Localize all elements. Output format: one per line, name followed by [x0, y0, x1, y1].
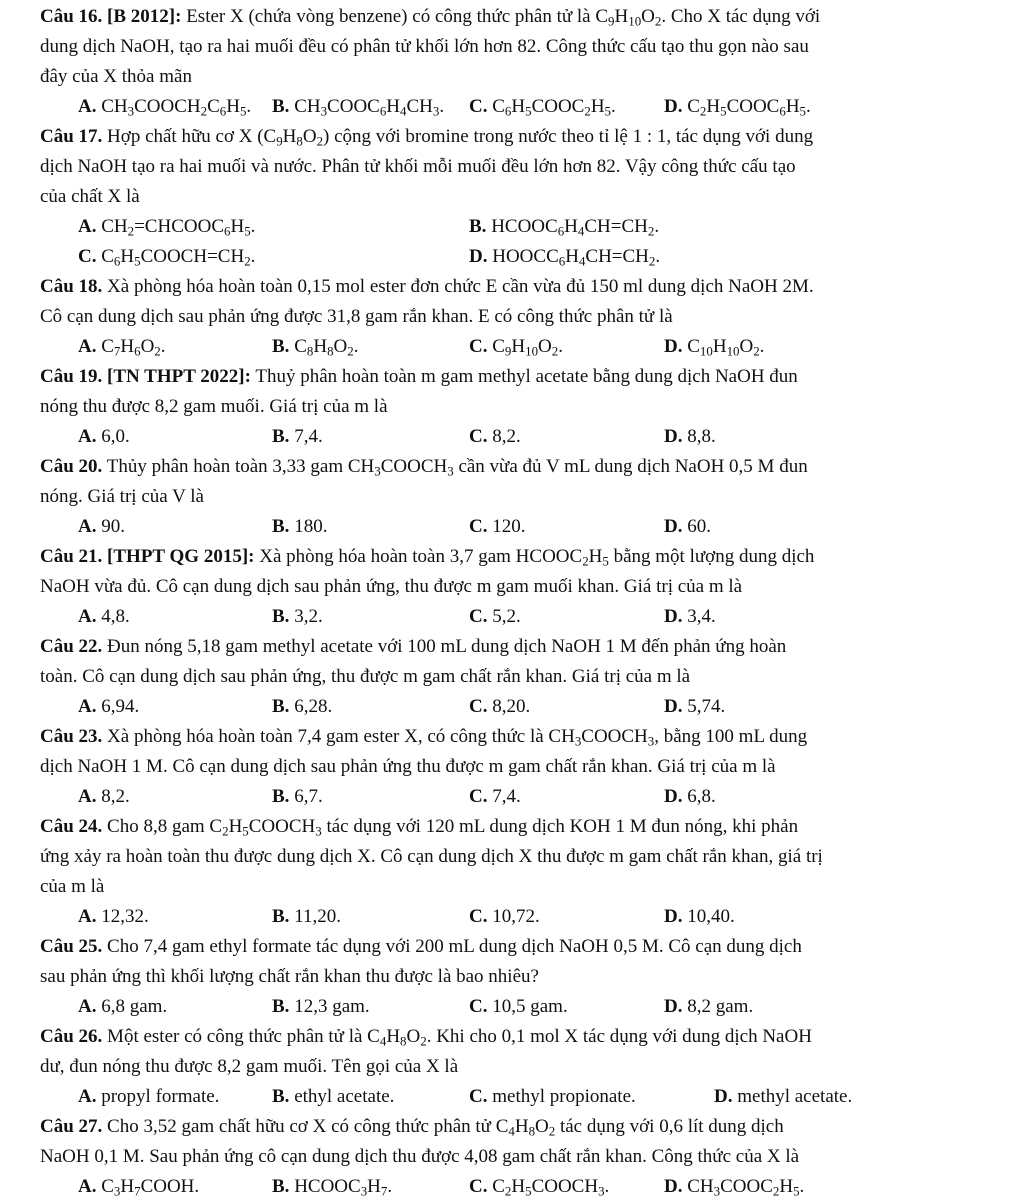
question-text-line: dư, đun nóng thu được 8,2 gam muối. Tên gọi của X là — [40, 1056, 459, 1077]
answer-option-c[interactable] — [469, 92, 616, 122]
option-key: C. — [469, 696, 488, 717]
source-tag: [TN THPT 2022]: — [107, 366, 251, 387]
option-text: $C_9H_{10}O_2$. — [492, 336, 563, 359]
option-key: B. — [272, 696, 290, 717]
question-text-line: dịch NaOH 1 M. Cô cạn dung dịch sau phản ứng thu được m gam chất rắn khan. Giá trị của m là — [40, 756, 776, 777]
option-text: 10,5 gam. — [492, 996, 568, 1017]
answer-options — [0, 992, 1000, 1022]
answer-option-d[interactable] — [664, 332, 764, 362]
question-number: Câu 18. — [40, 276, 103, 297]
question-stem — [40, 722, 1031, 752]
option-key: C. — [469, 96, 488, 117]
question-text-line: nóng thu được 8,2 gam muối. Giá trị của m là — [40, 396, 388, 417]
answer-options — [0, 212, 1000, 242]
option-text: 10,72. — [492, 906, 540, 927]
question-text-line: dung dịch NaOH, tạo ra hai muối đều có phân tử khối lớn hơn 82. Công thức cấu tạo thu gọn nào sau — [40, 36, 809, 57]
option-text: 6,28. — [294, 696, 333, 717]
question-text-line: của m là — [40, 876, 105, 897]
option-text: $CH_2=CHCOOC_6H_5$. — [101, 216, 256, 239]
question-stem — [40, 452, 1031, 482]
option-text: 5,74. — [687, 696, 726, 717]
question-stem — [40, 812, 1031, 842]
answer-option-b[interactable] — [272, 782, 323, 812]
option-text: 12,3 gam. — [294, 996, 370, 1017]
option-text: $C_2H_5COOCH_3$. — [492, 1176, 610, 1199]
question-text-line: NaOH 0,1 M. Sau phản ứng cô cạn dung dịch thu được 4,08 gam chất rắn khan. Công thức của X là — [40, 1146, 800, 1167]
option-text: 5,2. — [492, 606, 521, 627]
option-text: 120. — [492, 516, 526, 537]
option-text: 3,4. — [687, 606, 716, 627]
option-key: D. — [664, 606, 683, 627]
question-stem — [40, 1022, 1031, 1052]
option-text: 11,20. — [294, 906, 341, 927]
option-text: $C_7H_6O_2$. — [101, 336, 166, 359]
option-key: D. — [664, 426, 683, 447]
option-text: 8,2. — [101, 786, 130, 807]
question-text-line: của chất X là — [40, 186, 140, 207]
answer-option-c[interactable] — [469, 422, 521, 452]
answer-option-a[interactable] — [78, 422, 130, 452]
option-key: A. — [78, 516, 97, 537]
option-text: $CH_3COOC_2H_5$. — [687, 1176, 805, 1199]
option-key: A. — [78, 906, 97, 927]
question-text-line: đây của X thỏa mãn — [40, 66, 192, 87]
option-key: C. — [469, 786, 488, 807]
question-number: Câu 27. — [40, 1116, 103, 1137]
question-text: Cho 3,52 gam chất hữu cơ X có công thức phân tử $C_4H_8O_2$ tác dụng với 0,6 lít dung dịch — [107, 1116, 784, 1139]
question-text-line: NaOH vừa đủ. Cô cạn dung dịch sau phản ứng, thu được m gam muối khan. Giá trị của m là — [40, 576, 743, 597]
answer-option-d[interactable] — [664, 602, 716, 632]
answer-options — [0, 602, 1000, 632]
option-key: A. — [78, 1176, 97, 1197]
option-text: 4,8. — [101, 606, 130, 627]
answer-options — [0, 332, 1000, 362]
question-stem — [40, 932, 1031, 962]
answer-option-c[interactable] — [469, 1082, 636, 1112]
option-text: 10,40. — [687, 906, 735, 927]
answer-option-b[interactable] — [272, 602, 323, 632]
option-key: D. — [664, 516, 683, 537]
option-text: $HOOCC_6H_4CH=CH_2$. — [492, 246, 661, 269]
option-key: B. — [272, 606, 290, 627]
question-text: [TN THPT 2022]: Thuỷ phân hoàn toàn m gam methyl acetate bằng dung dịch NaOH đun — [107, 366, 798, 387]
option-key: C. — [469, 336, 488, 357]
answer-option-d[interactable] — [714, 1082, 852, 1112]
question-number: Câu 25. — [40, 936, 103, 957]
question-stem — [40, 122, 1031, 152]
answer-option-a[interactable] — [78, 332, 166, 362]
question-text: Xà phòng hóa hoàn toàn 0,15 mol ester đơn chức E cần vừa đủ 150 ml dung dịch NaOH 2M. — [107, 276, 814, 297]
option-key: B. — [272, 96, 290, 117]
answer-option-a[interactable] — [78, 902, 149, 932]
question-text: Đun nóng 5,18 gam methyl acetate với 100 mL dung dịch NaOH 1 M đến phản ứng hoàn — [107, 636, 787, 657]
answer-option-b[interactable] — [272, 992, 370, 1022]
option-key: A. — [78, 786, 97, 807]
answer-options — [0, 422, 1000, 452]
answer-option-d[interactable] — [664, 992, 753, 1022]
option-text: $HCOOC_3H_7$. — [294, 1176, 393, 1199]
question-number: Câu 21. — [40, 546, 103, 567]
option-text: $CH_3COOC_6H_4CH_3$. — [294, 96, 445, 119]
option-text: methyl acetate. — [737, 1086, 853, 1107]
option-key: B. — [272, 336, 290, 357]
option-text: $C_6H_5COOCH=CH_2$. — [101, 246, 256, 269]
option-text: $C_3H_7COOH$. — [101, 1176, 200, 1199]
answer-options — [0, 512, 1000, 542]
question-text: Cho 8,8 gam $C_2H_5COOCH_3$ tác dụng với 120 mL dung dịch KOH 1 M đun nóng, khi phản — [107, 816, 799, 839]
answer-options — [0, 782, 1000, 812]
question-text: Cho 7,4 gam ethyl formate tác dụng với 200 mL dung dịch NaOH 0,5 M. Cô cạn dung dịch — [107, 936, 802, 957]
question-stem — [40, 272, 1031, 302]
answer-options — [0, 692, 1000, 722]
option-key: A. — [78, 96, 97, 117]
option-key: B. — [272, 996, 290, 1017]
option-key: B. — [272, 786, 290, 807]
option-key: B. — [272, 1086, 290, 1107]
question-text: [THPT QG 2015]: Xà phòng hóa hoàn toàn 3,7 gam $HCOOC_2H_5$ bằng một lượng dung dịch — [107, 546, 815, 569]
option-key: C. — [78, 246, 97, 267]
question-text: Hợp chất hữu cơ X $(C_9H_8O_2)$ cộng với bromine trong nước theo tỉ lệ 1 : 1, tác dụng với dung — [107, 126, 814, 149]
source-tag: [B 2012]: — [107, 6, 182, 27]
option-key: D. — [664, 1176, 683, 1197]
option-text: 3,2. — [294, 606, 323, 627]
option-key: C. — [469, 1086, 488, 1107]
question-text-line: toàn. Cô cạn dung dịch sau phản ứng, thu được m gam chất rắn khan. Giá trị của m là — [40, 666, 691, 687]
option-text: 90. — [101, 516, 125, 537]
option-key: B. — [272, 906, 290, 927]
option-key: A. — [78, 996, 97, 1017]
option-key: A. — [78, 696, 97, 717]
question-text-line: dịch NaOH tạo ra hai muối và nước. Phân tử khối mỗi muối đều lớn hơn 82. Vậy công thức cấu tạo — [40, 156, 796, 177]
question-text-line: ứng xảy ra hoàn toàn thu được dung dịch X. Cô cạn dung dịch X thu được m gam chất rắn khan, giá trị — [40, 846, 823, 867]
answer-option-d[interactable] — [664, 512, 711, 542]
option-text: 6,7. — [294, 786, 323, 807]
option-key: D. — [664, 336, 683, 357]
option-text: 7,4. — [294, 426, 323, 447]
answer-option-c[interactable] — [469, 512, 525, 542]
option-text: 8,2 gam. — [687, 996, 754, 1017]
question-number: Câu 26. — [40, 1026, 103, 1047]
answer-option-a[interactable] — [78, 602, 130, 632]
question-number: Câu 20. — [40, 456, 103, 477]
answer-option-d[interactable] — [664, 422, 716, 452]
option-key: B. — [272, 516, 290, 537]
answer-option-c[interactable] — [469, 782, 521, 812]
answer-option-d[interactable] — [664, 902, 735, 932]
option-text: methyl propionate. — [492, 1086, 636, 1107]
option-text: 6,8 gam. — [101, 996, 168, 1017]
question-text: Thủy phân hoàn toàn 3,33 gam $CH_3COOCH_3$ cần vừa đủ V mL dung dịch NaOH 0,5 M đun — [106, 456, 808, 479]
answer-option-b[interactable] — [272, 1172, 392, 1202]
answer-option-d[interactable] — [664, 782, 716, 812]
answer-option-b[interactable] — [272, 902, 341, 932]
question-text-line: sau phản ứng thì khối lượng chất rắn khan thu được là bao nhiêu? — [40, 966, 539, 987]
question-text: Xà phòng hóa hoàn toàn 7,4 gam ester X, có công thức là $CH_3COOCH_3$, bằng 100 mL dung — [107, 726, 808, 749]
answer-option-b[interactable] — [272, 422, 323, 452]
option-key: C. — [469, 1176, 488, 1197]
option-key: D. — [664, 906, 683, 927]
option-text: $C_2H_5COOC_6H_5$. — [687, 96, 811, 119]
answer-option-c[interactable] — [469, 992, 568, 1022]
option-text: 60. — [687, 516, 711, 537]
answer-option-b[interactable] — [272, 1082, 394, 1112]
question-stem — [40, 542, 1031, 572]
option-key: A. — [78, 426, 97, 447]
option-text: $C_{10}H_{10}O_2$. — [687, 336, 765, 359]
option-text: 12,32. — [101, 906, 149, 927]
option-text: $HCOOC_6H_4CH=CH_2$. — [491, 216, 660, 239]
question-number: Câu 24. — [40, 816, 103, 837]
option-text: ethyl acetate. — [294, 1086, 395, 1107]
option-key: B. — [272, 1176, 290, 1197]
option-text: 180. — [294, 516, 328, 537]
question-stem — [40, 2, 1031, 32]
option-key: A. — [78, 216, 97, 237]
answer-option-b[interactable] — [469, 212, 659, 242]
option-text: $C_8H_8O_2$. — [294, 336, 359, 359]
option-key: D. — [714, 1086, 733, 1107]
answer-option-a[interactable] — [78, 992, 167, 1022]
answer-option-b[interactable] — [272, 332, 358, 362]
option-key: C. — [469, 906, 488, 927]
answer-option-c[interactable] — [469, 332, 563, 362]
question-number: Câu 16. — [40, 6, 103, 27]
question-stem — [40, 1112, 1031, 1142]
option-text: propyl formate. — [101, 1086, 220, 1107]
answer-option-a[interactable] — [78, 92, 251, 122]
option-text: 8,8. — [687, 426, 716, 447]
option-text: $CH_3COOCH_2C_6H_5$. — [101, 96, 252, 119]
answer-option-c[interactable] — [469, 602, 521, 632]
option-text: $C_6H_5COOC_2H_5$. — [492, 96, 616, 119]
answer-option-c[interactable] — [469, 1172, 609, 1202]
answer-option-a[interactable] — [78, 212, 255, 242]
option-key: C. — [469, 606, 488, 627]
question-number: Câu 22. — [40, 636, 103, 657]
answer-option-b[interactable] — [272, 92, 444, 122]
answer-option-d[interactable] — [664, 1172, 804, 1202]
option-key: A. — [78, 606, 97, 627]
question-text: [B 2012]: Ester X (chứa vòng benzene) có công thức phân tử là $C_9H_{10}O_2$. Cho X tác dụng với — [107, 6, 821, 29]
answer-option-b[interactable] — [272, 512, 327, 542]
answer-option-d[interactable] — [469, 242, 660, 272]
option-text: 6,8. — [687, 786, 716, 807]
question-number: Câu 23. — [40, 726, 103, 747]
option-text: 8,2. — [492, 426, 521, 447]
answer-options — [0, 1172, 1000, 1202]
answer-option-c[interactable] — [469, 902, 540, 932]
answer-option-a[interactable] — [78, 512, 125, 542]
option-text: 7,4. — [492, 786, 521, 807]
question-stem — [40, 632, 1031, 662]
answer-option-a[interactable] — [78, 1082, 219, 1112]
option-key: D. — [664, 996, 683, 1017]
answer-options — [0, 902, 1000, 932]
question-number: Câu 19. — [40, 366, 103, 387]
option-key: B. — [272, 426, 290, 447]
question-text-line: nóng. Giá trị của V là — [40, 486, 204, 507]
answer-option-a[interactable] — [78, 692, 139, 722]
option-key: D. — [469, 246, 488, 267]
option-key: C. — [469, 426, 488, 447]
answer-option-d[interactable] — [664, 692, 725, 722]
option-key: D. — [664, 96, 683, 117]
answer-option-b[interactable] — [272, 692, 332, 722]
option-key: A. — [78, 1086, 97, 1107]
question-text: Một ester có công thức phân tử là $C_4H_8O_2$. Khi cho 0,1 mol X tác dụng với dung dịch NaOH — [107, 1026, 812, 1049]
option-key: D. — [664, 786, 683, 807]
option-key: C. — [469, 996, 488, 1017]
question-number: Câu 17. — [40, 126, 103, 147]
answer-option-c[interactable] — [469, 692, 530, 722]
option-key: C. — [469, 516, 488, 537]
source-tag: [THPT QG 2015]: — [107, 546, 255, 567]
option-text: 6,94. — [101, 696, 140, 717]
answer-option-a[interactable] — [78, 1172, 199, 1202]
option-key: D. — [664, 696, 683, 717]
option-key: A. — [78, 336, 97, 357]
answer-option-d[interactable] — [664, 92, 811, 122]
answer-options — [0, 242, 1000, 272]
question-stem — [40, 362, 1031, 392]
option-text: 8,20. — [492, 696, 531, 717]
answer-option-c[interactable] — [78, 242, 255, 272]
answer-options — [0, 92, 1000, 122]
answer-option-a[interactable] — [78, 782, 130, 812]
question-text-line: Cô cạn dung dịch sau phản ứng được 31,8 gam rắn khan. E có công thức phân tử là — [40, 306, 673, 327]
option-key: B. — [469, 216, 487, 237]
option-text: 6,0. — [101, 426, 130, 447]
answer-options — [0, 1082, 1000, 1112]
